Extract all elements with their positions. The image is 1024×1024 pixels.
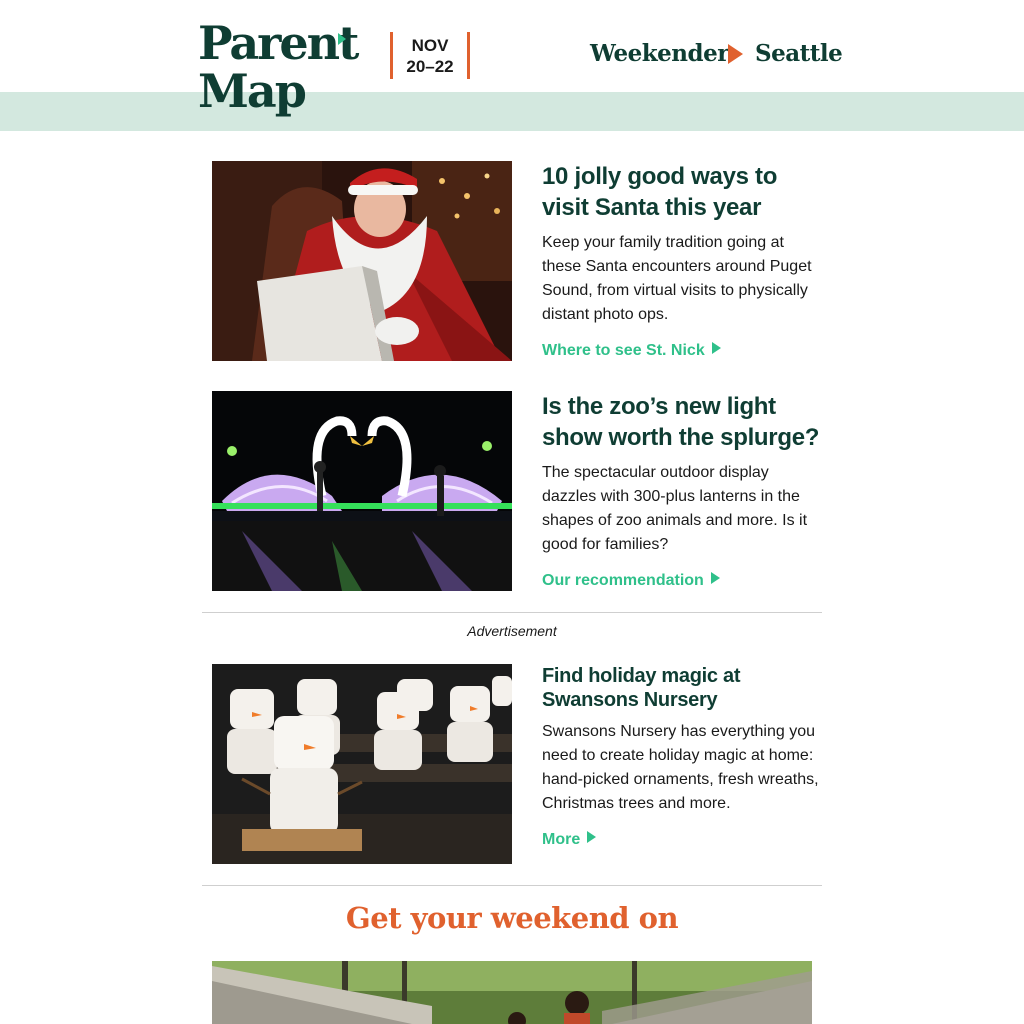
play-arrow-icon xyxy=(711,572,720,584)
play-arrow-icon xyxy=(587,831,596,843)
divider xyxy=(202,885,822,886)
ad-image-snowmen[interactable] xyxy=(212,664,512,864)
play-arrow-icon xyxy=(728,44,743,64)
ad-headline[interactable]: Find holiday magic at Swansons Nursery xyxy=(542,665,741,711)
header-band xyxy=(0,92,1024,131)
article-headline[interactable]: 10 jolly good ways to visit Santa this year xyxy=(542,163,778,221)
santa-photo-icon xyxy=(212,161,512,361)
cta-label: Our recommendation xyxy=(542,572,704,589)
edition-name: Weekender xyxy=(590,40,729,67)
advertisement-label: Advertisement xyxy=(467,623,557,639)
issue-month: NOV xyxy=(411,36,449,55)
article-image-santa[interactable] xyxy=(212,161,512,361)
more-link[interactable] xyxy=(542,830,596,850)
weekend-hero-image[interactable] xyxy=(212,961,812,1024)
logo-word-parent: Parent xyxy=(198,16,358,70)
article-headline[interactable]: Is the zoo’s new light show worth the splurge? xyxy=(542,393,820,451)
edition-label xyxy=(590,38,843,70)
edition-city: Seattle xyxy=(755,40,843,67)
cta-label: Where to see St. Nick xyxy=(542,342,705,359)
logo-word-map: Map xyxy=(198,64,305,118)
our-recommendation-link[interactable] xyxy=(542,571,720,591)
issue-date xyxy=(390,32,470,79)
section-title: Get your weekend on xyxy=(345,901,679,935)
article-blurb: The spectacular outdoor display dazzles with 300-plus lanterns in the shapes of zoo animals and more. Is it good for families? xyxy=(542,464,808,553)
kids-on-bridge-photo-icon xyxy=(212,961,812,1024)
swan-lanterns-photo-icon xyxy=(212,391,512,591)
ad-blurb: Swansons Nursery has everything you need to create holiday magic at home: hand-picked ornaments, fresh wreaths, Christmas trees and more. xyxy=(542,723,819,812)
where-to-see-st-nick-link[interactable] xyxy=(542,341,721,361)
play-arrow-icon xyxy=(712,342,721,354)
article-blurb: Keep your family tradition going at these Santa encounters around Puget Sound, from virtual visits to physically distant photo ops. xyxy=(542,234,812,323)
cta-label: More xyxy=(542,831,581,848)
logo-triangle-icon xyxy=(338,33,346,45)
article-image-zoo[interactable] xyxy=(212,391,512,591)
issue-date-range: 20–22 xyxy=(406,57,454,76)
parentmap-logo[interactable] xyxy=(198,16,358,126)
marshmallow-snowmen-photo-icon xyxy=(212,664,512,864)
divider xyxy=(202,612,822,613)
